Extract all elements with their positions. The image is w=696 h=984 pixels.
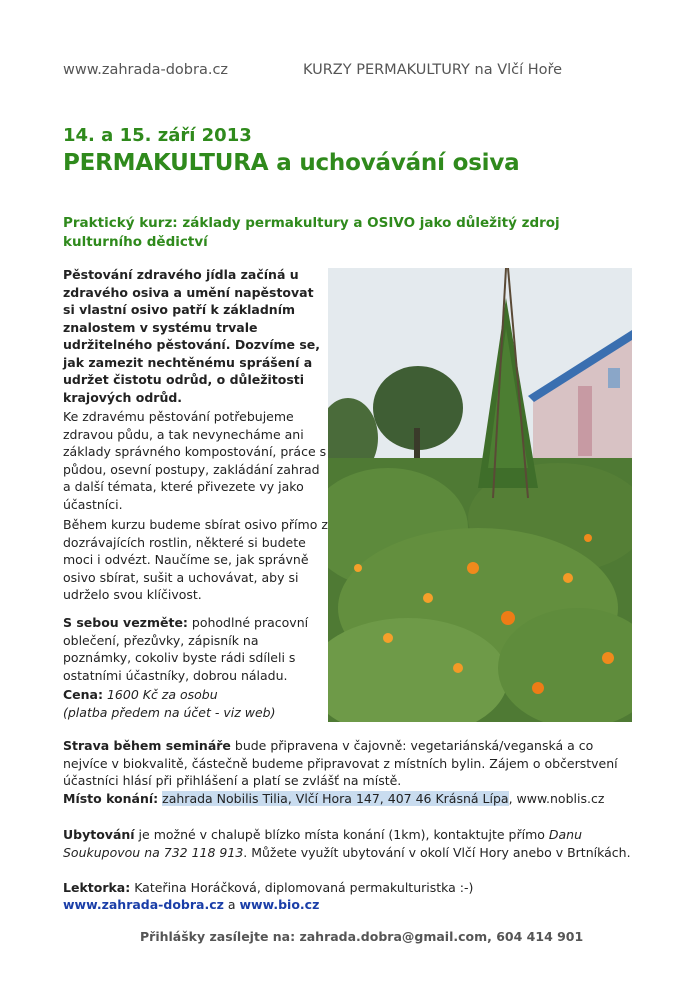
price-text: 1600 Kč za osobu <box>102 687 218 702</box>
lecturer-name: Kateřina Horáčková, diplomovaná permakulturistka :-) <box>130 880 474 895</box>
price-label: Cena: <box>63 687 103 702</box>
bring-paragraph <box>63 614 328 684</box>
lecturer-label: Lektorka: <box>63 880 131 895</box>
link-bio[interactable]: www.bio.cz <box>239 897 320 912</box>
food-paragraph <box>63 737 633 790</box>
intro-paragraph: Pěstování zdravého jídla začíná u zdravého osiva a umění napěstovat si vlastní osivo patří k základním znalostem v systému trvale udržitelného pěstování. Dozvíme se, jak zamezit nechtěnému sprášení a udržet čistotu odrůd, o důležitosti krajových odrůd. <box>63 267 321 405</box>
stay-label: Ubytování <box>63 827 135 842</box>
lecturer-paragraph <box>63 879 633 897</box>
header-tagline: KURZY PERMAKULTURY na Vlčí Hoře <box>303 62 563 78</box>
garden-photo <box>328 268 632 722</box>
food-text: bude připravena v čajovně: vegetariánská/veganská a co nejvíce v biokvalitě, částečně budeme připravovat z místních bylin. Zájem o občerstvení účastníci hlásí při přihlášení a platí se zvlášť na místě. <box>63 738 618 788</box>
soil-paragraph: Ke zdravému pěstování potřebujeme zdravou půdu, a tak nevynecháme ani základy správného kompostování, práce s půdou, osevní postupy, zakládání zahrad a další témata, které přivezete vy jako účastníci. <box>63 409 327 512</box>
lecturer-links <box>63 896 633 914</box>
stay-contact: Danu Soukupovou na 732 118 913 <box>63 827 583 860</box>
link-zahrada-dobra[interactable]: www.zahrada-dobra.cz <box>63 897 224 912</box>
event-subtitle: Praktický kurz: základy permakultury a OSIVO jako důležitý zdroj kulturního dědictví <box>63 215 560 250</box>
price-paragraph <box>63 686 328 721</box>
garden-photo-illustration <box>328 268 632 722</box>
event-date: 14. a 15. září 2013 <box>63 125 252 146</box>
accommodation-paragraph <box>63 826 633 861</box>
place-label: Místo konání: <box>63 791 159 806</box>
place-web[interactable]: , www.noblis.cz <box>508 791 605 806</box>
seed-paragraph: Během kurzu budeme sbírat osivo přímo z dozrávajících rostlin, některé si budete moci i odvézt. Naučíme se, jak správně osivo sbírat, sušit a uchovávat, aby si udrželo svou klíčivost. <box>63 517 328 602</box>
links-and: a <box>223 897 240 912</box>
stay-text-1: je možné v chalupě blízko místa konání (1km), kontaktujte přímo <box>134 827 549 842</box>
event-title: PERMAKULTURA a uchovávání osiva <box>63 150 520 176</box>
price-note: (platba předem na účet - viz web) <box>63 704 276 720</box>
bring-label: S sebou vezměte: <box>63 615 188 630</box>
place-paragraph <box>63 790 633 808</box>
place-address[interactable]: zahrada Nobilis Tilia, Vlčí Hora 147, 407 46 Krásná Lípa <box>162 791 509 806</box>
header-url[interactable]: www.zahrada-dobra.cz <box>63 62 229 78</box>
stay-text-2: . Můžete využít ubytování v okolí Vlčí Hory anebo v Brtníkách. <box>243 844 631 860</box>
application-contact: Přihlášky zasílejte na: zahrada.dobra@gmail.com, 604 414 901 <box>140 929 584 944</box>
bring-text: pohodlné pracovní oblečení, přezůvky, zápisník na poznámky, cokoliv byste rádi sdíleli s ostatními účastníky, dobrou náladu. <box>63 615 309 683</box>
food-label: Strava během semináře <box>63 738 231 753</box>
